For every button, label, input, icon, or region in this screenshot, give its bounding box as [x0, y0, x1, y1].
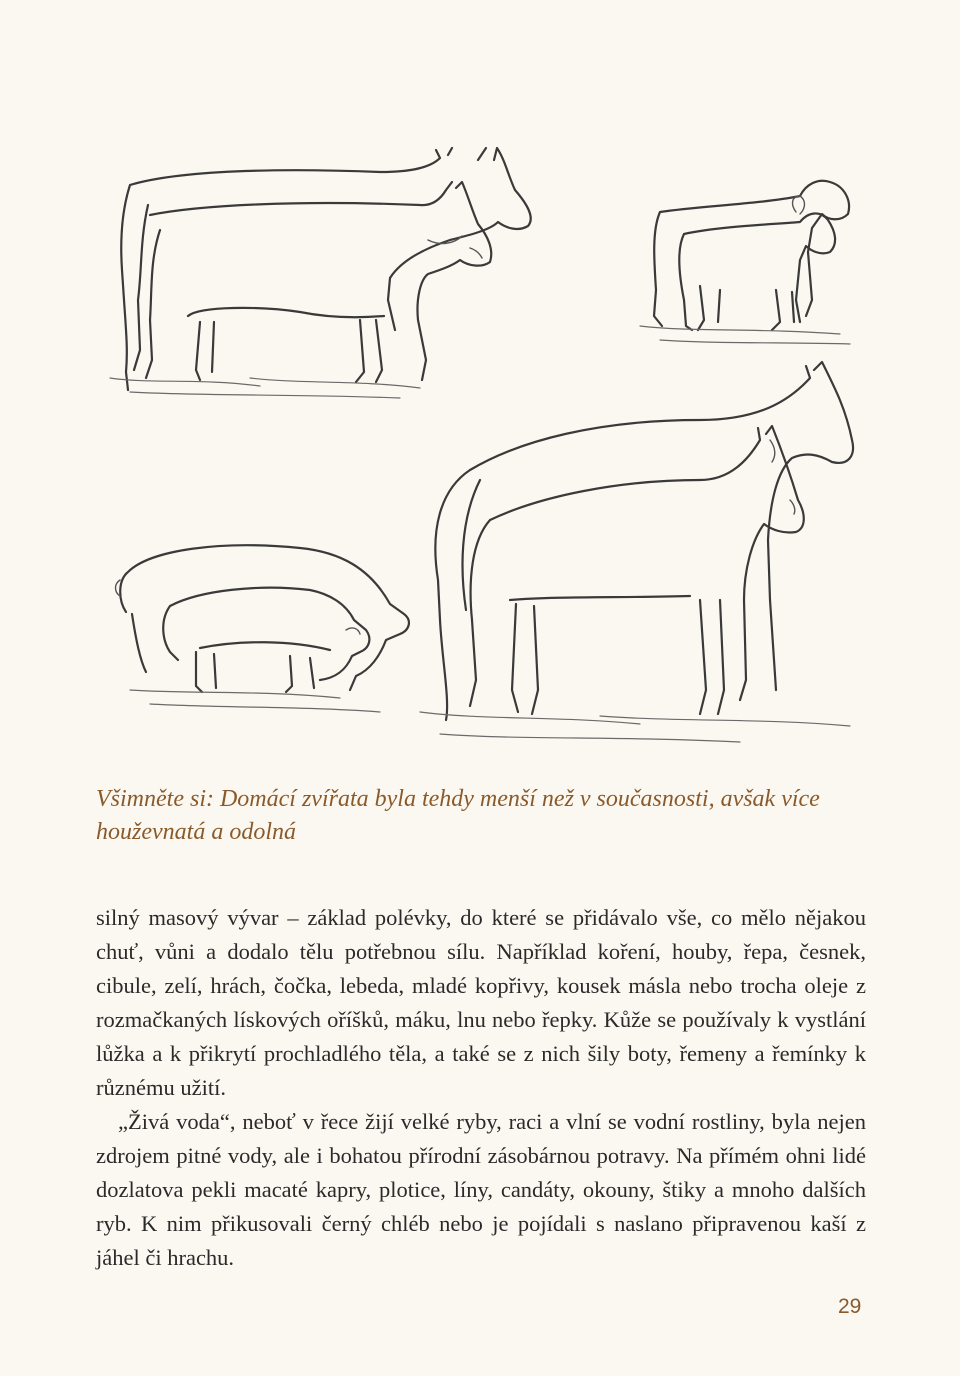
paragraph: „Živá voda“, neboť v řece žijí velké ryby, raci a vlní se vodní rostliny, byla nejen zdrojem pitné vody, ale i bohatou přírodní zásobárnou potravy. Na přímém ohni lidé dozlatova pekli macaté kapry, plotice, líny, candáty, okouny, štiky a mnoho dalších ryb. K nim přikusovali černý chléb nebo je pojídali s naslano připravenou kaší z jáhel či hrachu.: [96, 1109, 866, 1270]
paragraph: silný masový vývar – základ polévky, do které se přidávalo vše, co mělo nějakou chuť, vůni a dodalo tělu potřebnou sílu. Například koření, houby, řepa, česnek, cibule, zelí, hrách, čočka, lebeda, mladé kopřivy, kousek másla nebo trocha oleje z rozmačkaných lískových oříšků, máku, lnu nebo řepky. Kůže se používaly k vystlání lůžka a k přikrytí prochladlého těla, a také se z nich šily boty, řemeny a řemínky k různému užití.: [96, 905, 866, 1100]
sheep-sketch: [654, 181, 849, 330]
page-number: 29: [838, 1295, 862, 1318]
figure-caption: Všimněte si: Domácí zvířata byla tehdy menší než v současnosti, avšak více houževnatá a odolná: [96, 786, 820, 845]
pig-sketch: [116, 545, 409, 692]
cattle-sketch: [121, 148, 530, 390]
body-text: [96, 901, 866, 1275]
horse-sketch: [435, 362, 853, 720]
